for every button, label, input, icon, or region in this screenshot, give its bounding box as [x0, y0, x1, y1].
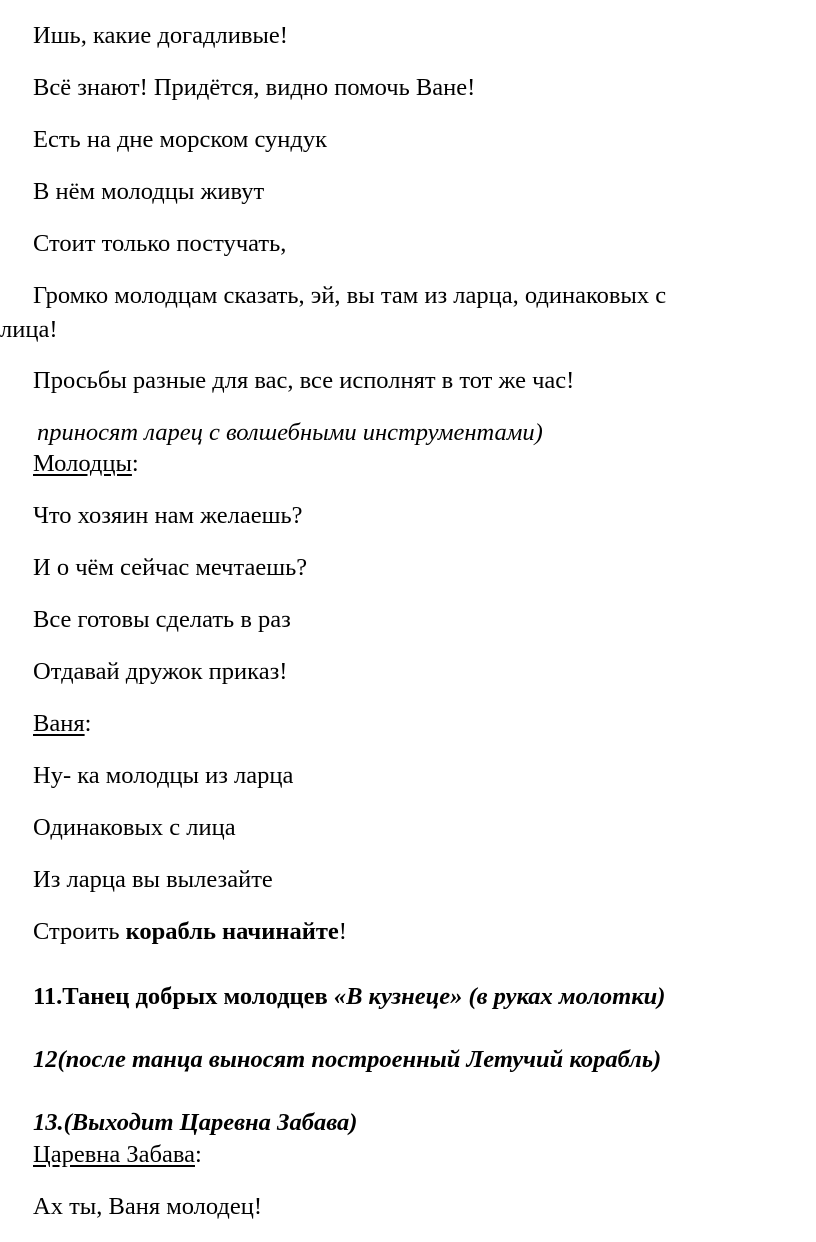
text-line: Ну- ка молодцы из ларца — [33, 762, 294, 789]
section-heading — [33, 983, 665, 1011]
text-line: Из ларца вы вылезайте — [33, 866, 273, 893]
text-line: Громко молодцам сказать, эй, вы там из ларца, одинаковых с — [33, 282, 667, 309]
text-line: Все готовы сделать в раз — [33, 606, 291, 633]
heading-bold: 11.Танец добрых молодцев — [33, 983, 334, 1010]
speaker-line — [33, 710, 91, 738]
text-line: Отдавай дружок приказ! — [33, 658, 288, 685]
text-line: Всё знают! Придётся, видно помочь Ване! — [33, 74, 476, 101]
heading-bold-italic: «В кузнеце» (в руках молотки) — [333, 983, 666, 1010]
text-bold: корабль начинайте — [125, 918, 339, 945]
speaker-line — [33, 450, 139, 478]
text-line: Есть на дне морском сундук — [33, 126, 328, 153]
text-line: Ах ты, Ваня молодец! — [33, 1193, 263, 1220]
section-heading: 12(после танца выносят построенный Летучий корабль) — [33, 1046, 662, 1073]
text-line: И о чём сейчас мечтаешь? — [33, 554, 308, 581]
stage-direction: приносят ларец с волшебными инструментами) — [37, 419, 543, 446]
text-line — [33, 918, 347, 946]
speaker-colon: : — [194, 1141, 202, 1168]
speaker-name: Царевна Забава — [33, 1141, 195, 1168]
text-line: Одинаковых с лица — [33, 814, 236, 841]
text-normal: ! — [338, 918, 347, 945]
section-heading: 13.(Выходит Царевна Забава) — [33, 1109, 358, 1136]
speaker-colon: : — [131, 450, 139, 477]
text-line-continuation: лица! — [0, 316, 58, 343]
text-line: Просьбы разные для вас, все исполнят в тот же час! — [33, 367, 575, 394]
text-line: Что хозяин нам желаешь? — [33, 502, 303, 529]
speaker-colon: : — [84, 710, 92, 737]
text-line: Ишь, какие догадливые! — [33, 22, 288, 49]
text-line: Стоит только постучать, — [33, 230, 287, 257]
speaker-line — [33, 1141, 202, 1169]
text-normal: Строить — [33, 918, 126, 945]
speaker-name: Ваня — [33, 710, 85, 737]
speaker-name: Молодцы — [33, 450, 132, 477]
text-line: В нём молодцы живут — [33, 178, 265, 205]
